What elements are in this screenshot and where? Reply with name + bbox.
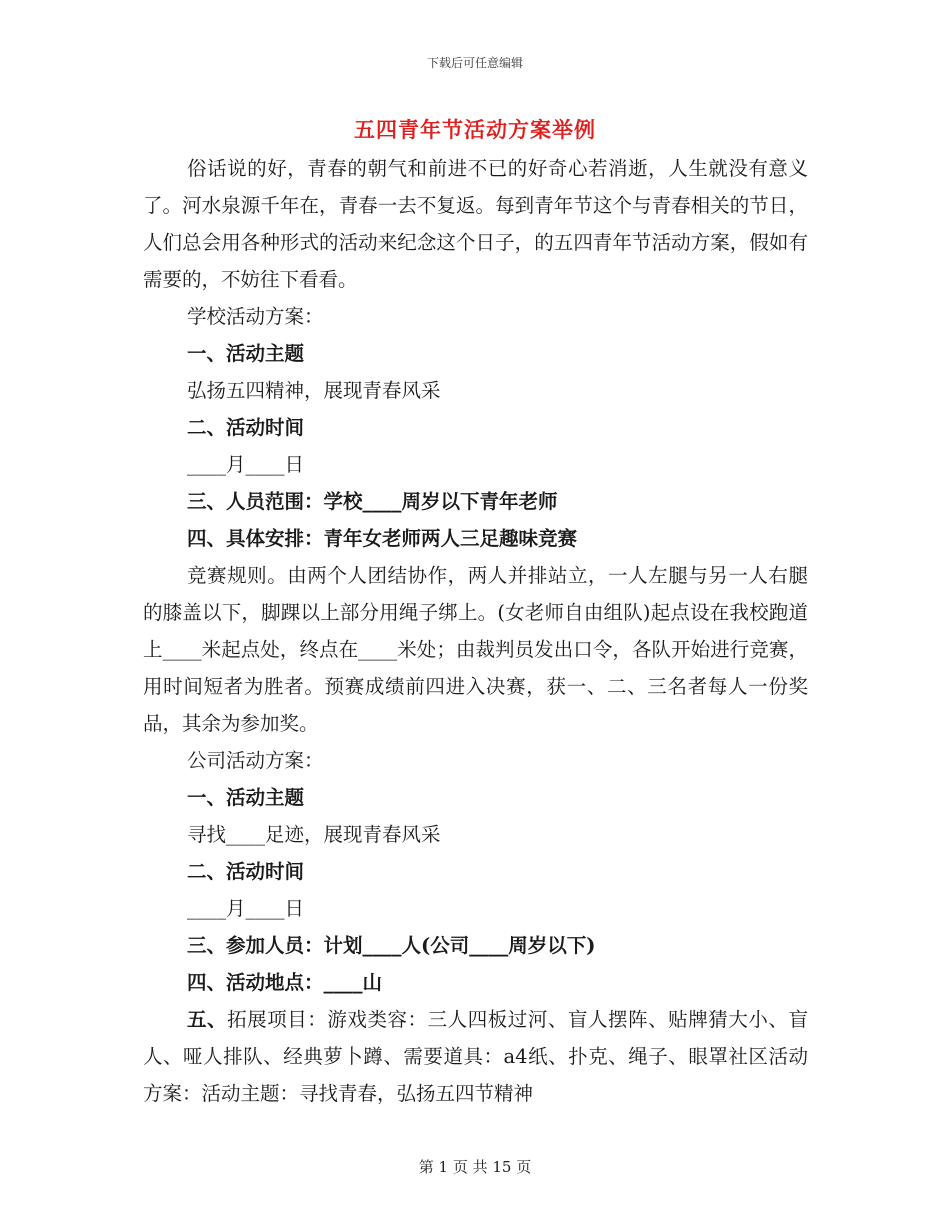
school-section-theme-heading: 一、活动主题 [187,342,305,365]
school-section-scope-heading: 三、人员范围：学校____周岁以下青年老师 [187,490,558,513]
document-body [143,150,808,1112]
intro-paragraph: 俗话说的好，青春的朝气和前进不已的好奇心若消逝，人生就没有意义了。河水泉源千年在，青春一去不复返。每到青年节这个与青春相关的节日，人们总会用各种形式的活动来纪念这个日子，的五四青年节活动方案，假如有需要的，不妨往下看看。 [143,157,808,291]
company-section-time-heading: 二、活动时间 [187,860,305,883]
school-section-time-heading: 二、活动时间 [187,416,305,439]
expansion-projects-paragraph [143,1001,808,1112]
section-five-label: 五、 [187,1008,228,1031]
company-section-theme-heading: 一、活动主题 [187,786,305,809]
school-section-arrangement-heading: 四、具体安排：青年女老师两人三足趣味竞赛 [187,527,578,550]
company-theme-text: 寻找____足迹，展现青春风采 [187,823,441,846]
expansion-projects-text: 拓展项目：游戏类容：三人四板过河、盲人摆阵、贴牌猜大小、盲人、哑人排队、经典萝卜蹲、需要道具：a4纸、扑克、绳子、眼罩社区活动方案：活动主题：寻找青春，弘扬五四节精神 [143,1008,808,1105]
company-plan-heading: 公司活动方案： [187,749,324,772]
company-section-participants-heading: 三、参加人员：计划____人(公司____周岁以下) [187,934,596,957]
school-plan-heading: 学校活动方案： [187,305,324,328]
company-time-text: ____月____日 [187,897,305,920]
document-title: 五四青年节活动方案举例 [354,117,596,142]
page-number: 第 1 页 共 15 页 [418,1158,532,1176]
company-section-location-heading: 四、活动地点：____山 [187,971,383,994]
school-time-text: ____月____日 [187,453,305,476]
competition-rules-paragraph: 竞赛规则。由两个人团结协作，两人并排站立，一人左腿与另一人右腿的膝盖以下，脚踝以上部分用绳子绑上。(女老师自由组队)起点设在我校跑道上____米起点处，终点在____米处；由裁判员发出口令，各队开始进行竞赛，用时间短者为胜者。预赛成绩前四进入决赛，获一、二、三名者每人一份奖品，其余为参加奖。 [143,564,808,735]
page-header: 下载后可任意编辑 [426,56,523,70]
school-theme-text: 弘扬五四精神，展现青春风采 [187,379,441,402]
